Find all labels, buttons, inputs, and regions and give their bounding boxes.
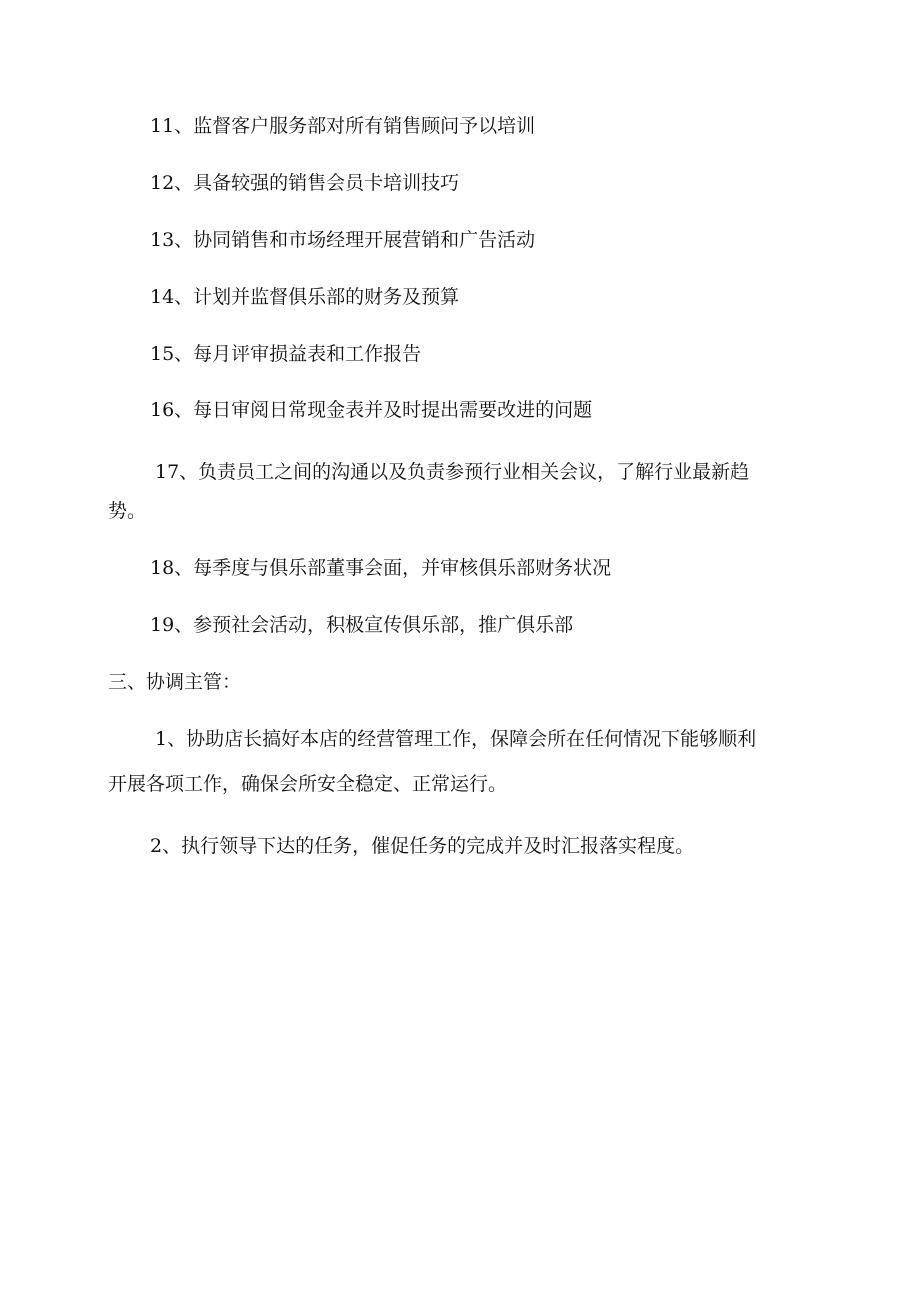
list-item-12: 12、具备较强的销售会员卡培训技巧 bbox=[150, 172, 460, 194]
section-item-1-line1: 1、协助店长搞好本店的经营管理工作，保障会所在任何情况下能够顺利 bbox=[155, 728, 757, 750]
list-item-13: 13、协同销售和市场经理开展营销和广告活动 bbox=[150, 229, 536, 251]
list-item-19: 19、参预社会活动，积极宣传俱乐部，推广俱乐部 bbox=[150, 614, 574, 636]
section-item-2: 2、执行领导下达的任务，催促任务的完成并及时汇报落实程度。 bbox=[150, 835, 695, 857]
list-item-15: 15、每月评审损益表和工作报告 bbox=[150, 343, 422, 365]
section-heading: 三、协调主管： bbox=[108, 671, 242, 693]
list-item-14: 14、计划并监督俱乐部的财务及预算 bbox=[150, 286, 460, 308]
list-item-17-line1: 17、负责员工之间的沟通以及负责参预行业相关会议，了解行业最新趋 bbox=[155, 461, 750, 483]
list-item-18: 18、每季度与俱乐部董事会面，并审核俱乐部财务状况 bbox=[150, 557, 612, 579]
section-item-1-line2: 开展各项工作，确保会所安全稳定、正常运行。 bbox=[108, 773, 508, 795]
list-item-11: 11、监督客户服务部对所有销售顾问予以培训 bbox=[150, 115, 536, 137]
list-item-17-line2: 势。 bbox=[108, 500, 147, 522]
list-item-16: 16、每日审阅日常现金表并及时提出需要改进的问题 bbox=[150, 399, 593, 421]
